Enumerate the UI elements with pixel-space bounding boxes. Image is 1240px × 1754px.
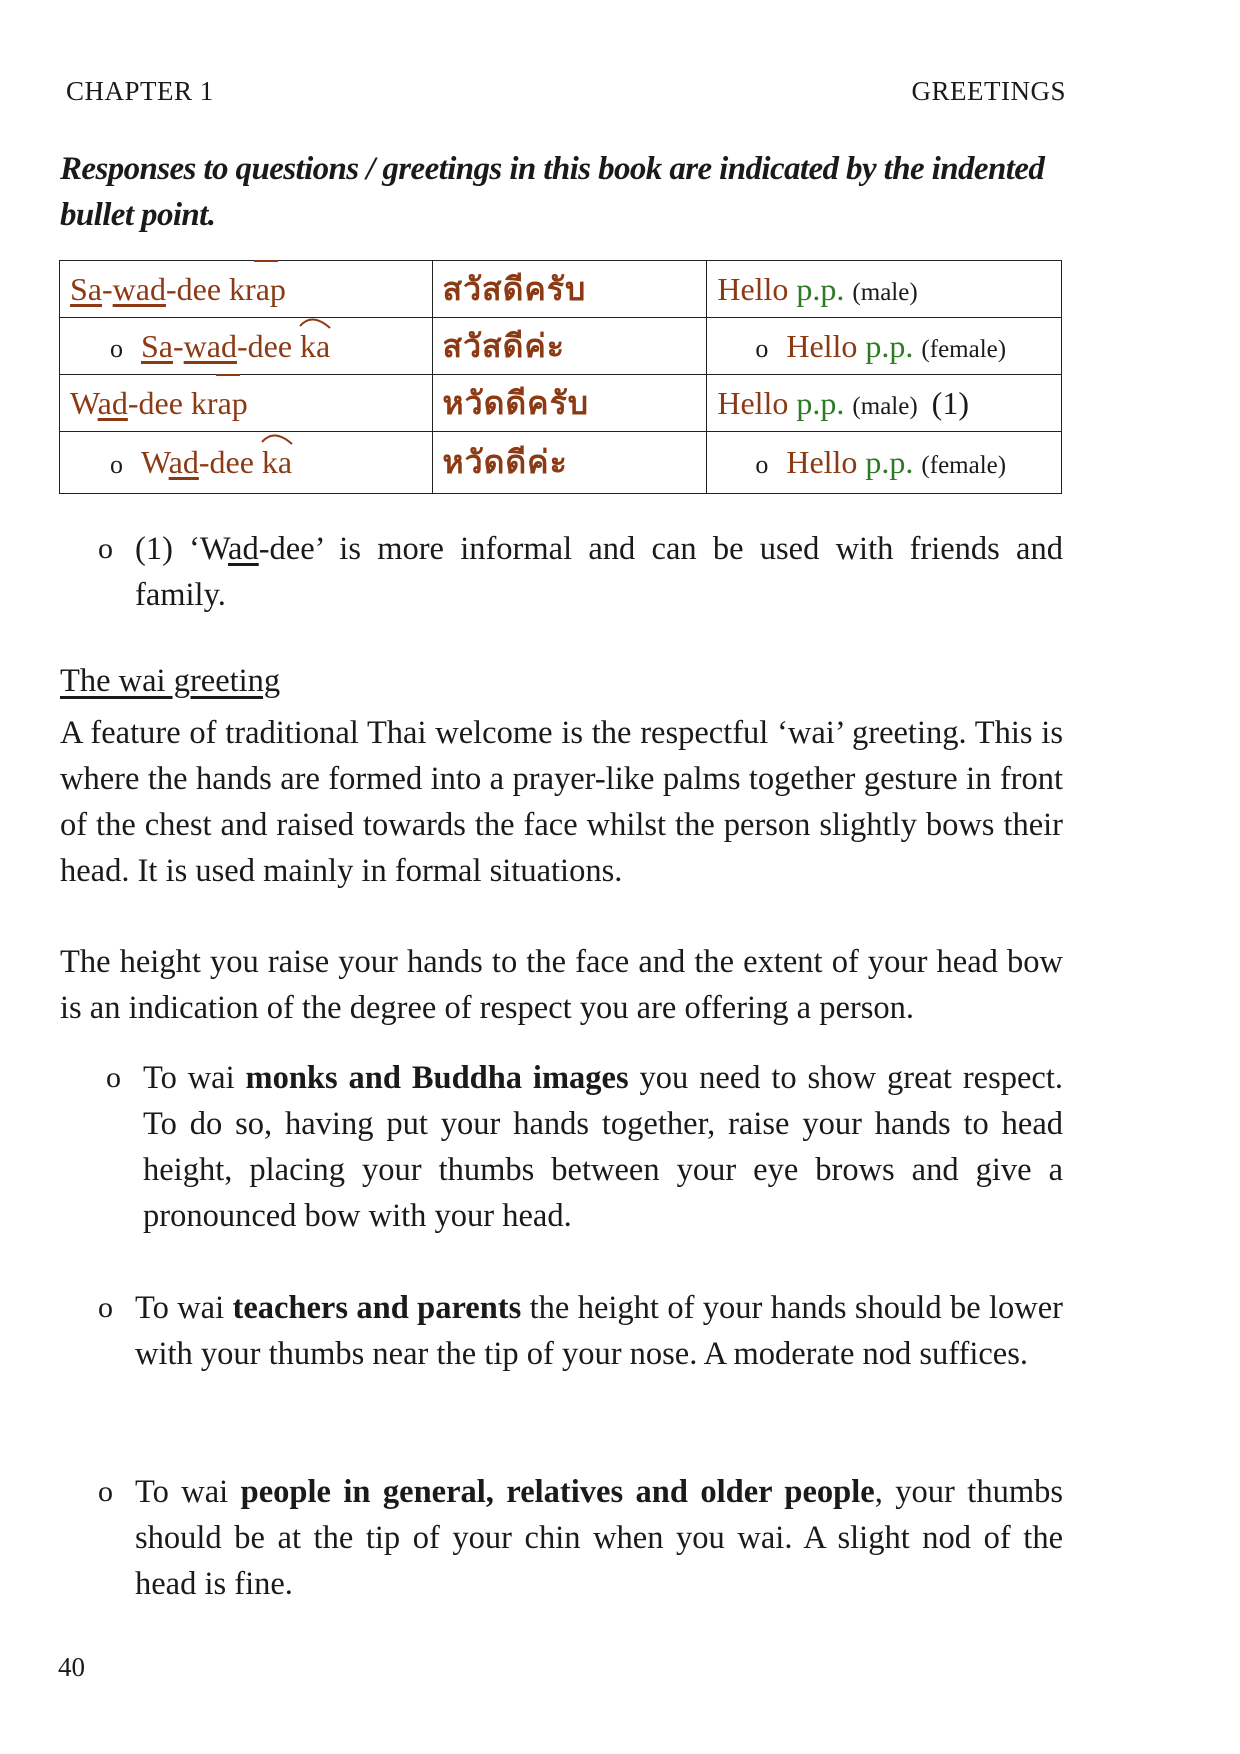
thai-cell: หวัดดีครับ xyxy=(432,375,707,432)
paragraph: The height you raise your hands to the face and the extent of your head bow is an indication of the degree of respect you are offering a person. xyxy=(60,944,1063,1026)
table-row xyxy=(60,375,1062,432)
english-cell: Hello p.p. (male) xyxy=(707,261,1062,318)
english-cell: o Hello p.p. (female) xyxy=(707,432,1062,494)
section-label: GREETINGS xyxy=(911,76,1066,106)
page-number: 40 xyxy=(58,1652,85,1682)
english-cell: Hello p.p. (male) (1) xyxy=(707,375,1062,432)
thai-cell: หวัดดีค่ะ xyxy=(432,432,707,494)
falling-tone-mark: ka xyxy=(262,444,292,481)
intro-note: Responses to questions / greetings in this book are indicated by the indented bullet point. xyxy=(60,151,1045,233)
table-row xyxy=(60,261,1062,318)
thai-cell: สวัสดีค่ะ xyxy=(432,318,707,375)
book-page: CHAPTER 1 GREETINGS Responses to questions / greetings in this book are indicated by the indented bullet point. Sa-wad-dee kr ap สวัสดีครับ Hello p.p. (male) o Sa-wad-dee ka สวัสดีค่ะ o Hello p.p. (female) Wad-dee kr ap หวัดดีครับ Hello p.p. (male) (1) o Wad-dee ka หวัดดีค่ะ o Hello p.p. (female) o (1) ‘Wad-dee’ is more informal and can be used with friends and family. The wai greeting A feature of traditional Thai welcome is the respectful ‘wai’ greeting. This is where the hands are formed into a prayer-like palms together gesture in front of the chest and raised towards the face whilst the person slightly bows their head. It is used mainly in formal situations. The height you raise your hands to the face and the extent of your head bow is an indication of the degree of respect you are offering a person. o To wai monks and Buddha images you need to show great respect. To do so, having put your hands together, raise your hands to head height, placing your thumbs between your eye brows and give a pronounced bow with your head. o To wai teachers and parents the height of your hands should be lower with your thumbs near the tip of your nose. A moderate nod suffices. o To wai people in general, relatives and older people, your thumbs should be at the tip of your chin when you wai. A slight nod of the head is fine. 40 xyxy=(58,76,1066,1682)
table-row xyxy=(60,432,1062,494)
english-cell: o Hello p.p. (female) xyxy=(707,318,1062,375)
romanized-cell: o Wad-dee ka xyxy=(60,432,433,494)
table-row xyxy=(60,318,1062,375)
footnote-reference: (1) xyxy=(931,384,969,421)
mid-tone-mark: a xyxy=(217,384,232,421)
thai-cell: สวัสดีครับ xyxy=(432,261,707,318)
falling-tone-mark: ka xyxy=(300,328,330,365)
romanized-cell: Sa-wad-dee kr ap xyxy=(60,261,433,318)
paragraph: A feature of traditional Thai welcome is the respectful ‘wai’ greeting. This is where the hands are formed into a prayer-like palms together gesture in front of the chest and raised towards the face whilst the person slightly bows their head. It is used mainly in formal situations. xyxy=(60,715,1063,889)
chapter-label: CHAPTER 1 xyxy=(66,76,214,106)
romanized-cell: Wad-dee kr ap xyxy=(60,375,433,432)
greetings-table xyxy=(59,260,1062,494)
romanized-cell: o Sa-wad-dee ka xyxy=(60,318,433,375)
section-heading: The wai greeting xyxy=(60,663,281,699)
mid-tone-mark: a xyxy=(255,270,270,307)
